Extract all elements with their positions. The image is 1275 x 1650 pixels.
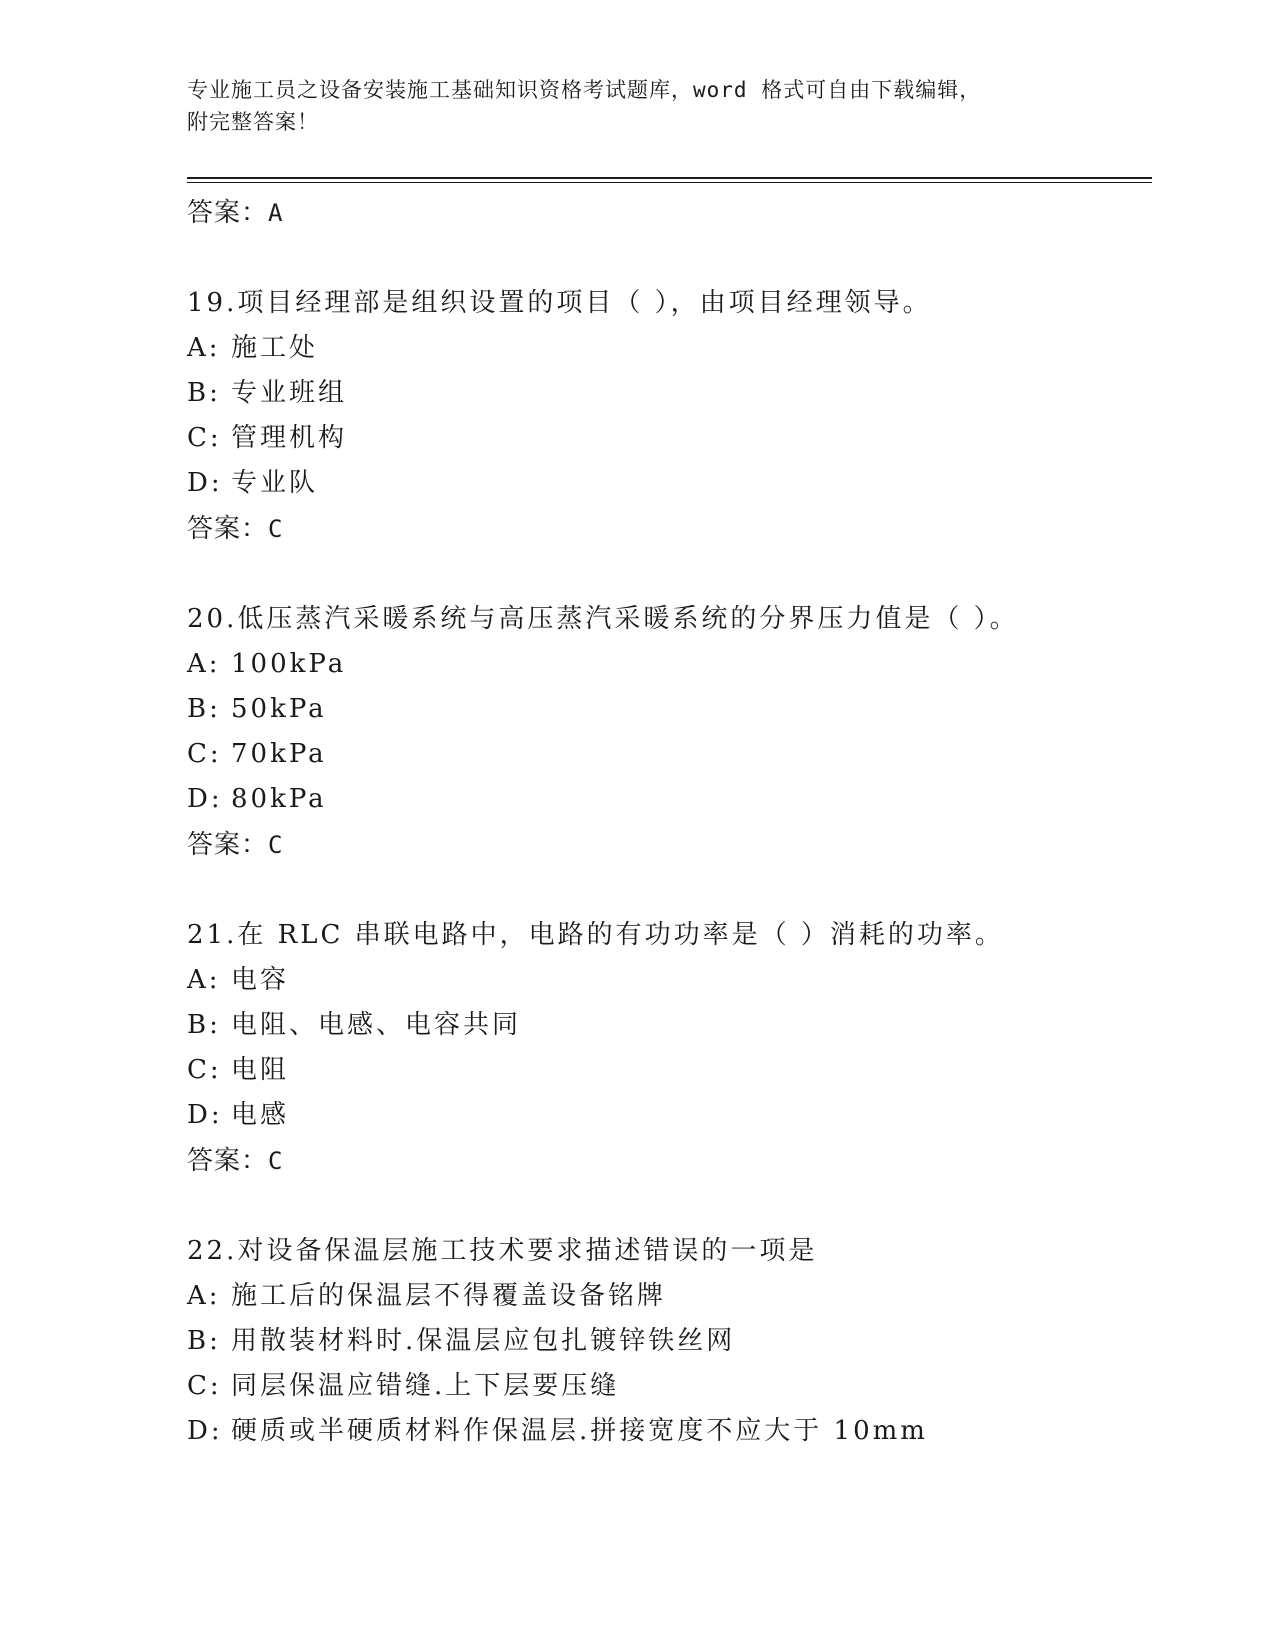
answer-value: C xyxy=(268,1147,284,1175)
option-text: 专业班组 xyxy=(231,378,348,408)
answer-label: 答案： xyxy=(187,1146,269,1176)
header-divider-thick xyxy=(187,177,1152,179)
option-text: 管理机构 xyxy=(231,423,348,453)
option-text: 用散装材料时.保温层应包扎镀锌铁丝网 xyxy=(231,1326,736,1356)
option-c xyxy=(187,732,1152,777)
option-text: 施工后的保温层不得覆盖设备铭牌 xyxy=(231,1281,667,1311)
answer-value: C xyxy=(268,831,284,859)
option-key: C: xyxy=(187,1371,222,1401)
answer-label: 答案： xyxy=(187,514,269,544)
question-list xyxy=(187,190,1152,1454)
option-a xyxy=(187,642,1152,687)
option-d xyxy=(187,777,1152,822)
question-stem: 21.在 RLC 串联电路中，电路的有功功率是（ ）消耗的功率。 xyxy=(187,920,1004,950)
option-key: B: xyxy=(187,378,221,408)
option-key: C: xyxy=(187,739,222,769)
option-key: D: xyxy=(187,784,223,814)
option-a xyxy=(187,958,1152,1003)
option-key: A: xyxy=(187,333,221,363)
option-a xyxy=(187,326,1152,371)
option-text: 施工处 xyxy=(231,333,319,363)
option-key: B: xyxy=(187,1326,221,1356)
option-text: 电容 xyxy=(231,965,290,995)
option-c xyxy=(187,416,1152,461)
answer-value: C xyxy=(268,515,284,543)
option-key: D: xyxy=(187,1100,223,1130)
option-text: 同层保温应错缝.上下层要压缝 xyxy=(231,1371,620,1401)
option-b xyxy=(187,1319,1152,1364)
option-text: 专业队 xyxy=(231,468,319,498)
option-b xyxy=(187,687,1152,732)
question-answer xyxy=(187,822,1152,868)
option-key: C: xyxy=(187,1055,222,1085)
option-key: D: xyxy=(187,468,223,498)
option-text: 电阻 xyxy=(231,1055,290,1085)
option-key: A: xyxy=(187,1281,221,1311)
option-key: A: xyxy=(187,649,221,679)
option-c xyxy=(187,1048,1152,1093)
option-text: 80kPa xyxy=(231,784,327,814)
option-key: B: xyxy=(187,1010,221,1040)
option-d xyxy=(187,1409,1152,1454)
option-text: 电感 xyxy=(231,1100,290,1130)
option-b xyxy=(187,1003,1152,1048)
question-stem: 22.对设备保温层施工技术要求描述错误的一项是 xyxy=(187,1236,818,1266)
option-a xyxy=(187,1274,1152,1319)
answer-label: 答案： xyxy=(187,830,269,860)
option-text: 100kPa xyxy=(231,649,347,679)
option-key: A: xyxy=(187,965,221,995)
header-divider-thin xyxy=(187,182,1152,183)
option-b xyxy=(187,371,1152,416)
option-c xyxy=(187,1364,1152,1409)
option-text: 70kPa xyxy=(231,739,327,769)
option-key: D: xyxy=(187,1416,223,1446)
option-text: 硬质或半硬质材料作保温层.拼接宽度不应大于 10mm xyxy=(231,1416,928,1446)
header-line-1: 专业施工员之设备安装施工基础知识资格考试题库，word 格式可自由下载编辑， xyxy=(187,78,982,102)
answer-value: A xyxy=(268,199,284,227)
option-key: C: xyxy=(187,423,222,453)
question-answer xyxy=(187,1138,1152,1184)
option-d xyxy=(187,1093,1152,1138)
header-line-2: 附完整答案！ xyxy=(187,110,319,134)
option-key: B: xyxy=(187,694,221,724)
previous-answer xyxy=(187,190,1152,236)
question-answer xyxy=(187,506,1152,552)
option-text: 电阻、电感、电容共同 xyxy=(231,1010,522,1040)
answer-label: 答案： xyxy=(187,198,269,228)
option-text: 50kPa xyxy=(231,694,327,724)
question-stem: 19.项目经理部是组织设置的项目（ ），由项目经理领导。 xyxy=(187,288,932,318)
document-header xyxy=(187,74,1087,138)
option-d xyxy=(187,461,1152,506)
question-stem: 20.低压蒸汽采暖系统与高压蒸汽采暖系统的分界压力值是（ ）。 xyxy=(187,604,1019,634)
